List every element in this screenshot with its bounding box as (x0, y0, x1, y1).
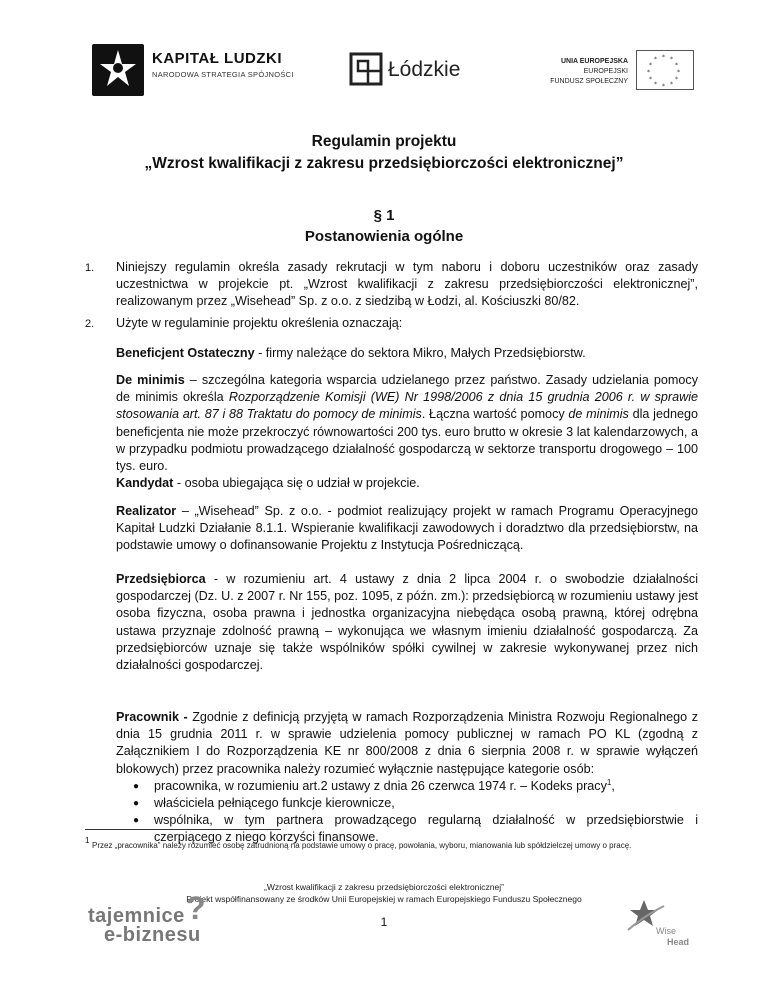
employee-category-list (116, 778, 698, 847)
svg-text:*: * (670, 81, 673, 88)
lodzkie-logo-text: Łódzkie (388, 58, 461, 81)
italic-term: de minimis (568, 407, 629, 422)
definition-de-minimis (116, 372, 698, 475)
regulation-citation: Rozporządzenie Komisji (WE) Nr 1998/2006 z dnia 15 grudnia 2006 r. w sprawie stosowania art. 87 i 88 Traktatu do pomocy de minimis (116, 390, 699, 422)
item-number-2: 2. (85, 318, 95, 330)
item-2-text: Użyte w regulaminie projektu określenia oznaczają: (116, 316, 403, 330)
section-number: § 1 (373, 207, 395, 224)
definition-text: dla jednego beneficjenta nie może przekroczyć równowartości 200 tys. euro brutto w okresie 3 lat kalendarzowych, a w przypadku podmiotu prowadzącego działalność gospodarczą w sektorze transportu drogowego – 100 tys. euro. (116, 407, 698, 474)
page-number: 1 (380, 915, 388, 929)
svg-text:*: * (649, 62, 652, 69)
section-title: Postanowienia ogólne (304, 228, 464, 245)
definition-text: – szczególna kategoria wsparcia udzielanego przez państwo. Zasady udzielania pomocy de minimis określa (116, 373, 698, 405)
item-1-text: Niniejszy regulamin określa zasady rekrutacji w tym naboru i doboru uczestników oraz zasady uczestnictwa w projekcie pt. „Wzrost kwalifikacji z zakresu przedsiębiorczości elektronicznej”, realizowanym przez „Wisehead” Sp. z o.o. z siedzibą w Łodzi, al. Kościuszki 80/82. (116, 260, 698, 309)
svg-text:*: * (649, 76, 652, 83)
eu-flag-icon (636, 50, 694, 90)
footnote-text: Przez „pracownika” należy rozumieć osobę zatrudnioną na podstawie umowy o pracę, powołania, wyboru, mianowania lub spółdzielczej umowy o pracę. (92, 841, 632, 850)
question-mark-icon: ? (186, 890, 206, 926)
term: Realizator (116, 504, 177, 518)
term: Kandydat (116, 476, 174, 490)
definition-realizator (116, 503, 698, 555)
project-title: „Wzrost kwalifikacji z zakresu przedsiębiorczości elektronicznej” (144, 155, 624, 172)
svg-text:*: * (654, 81, 657, 88)
definition-text: - osoba ubiegająca się o udział w projekcie. (173, 476, 420, 490)
eu-label-line1: UNIA EUROPEJSKA (560, 58, 628, 65)
definition-pracownik (116, 709, 698, 847)
tajemnice-logo-line2: e-biznesu (104, 924, 201, 946)
kapital-ludzki-title: KAPITAŁ LUDZKI (152, 50, 283, 67)
eu-label-line3: FUNDUSZ SPOŁECZNY (550, 78, 628, 85)
item-number-1: 1. (85, 262, 95, 274)
document-title: Regulamin projektu (311, 133, 457, 150)
kapital-ludzki-logo (92, 44, 144, 96)
footer-project-name: „Wzrost kwalifikacji z zakresu przedsiębiorczości elektronicznej” (264, 882, 504, 892)
definition-beneficjent (116, 345, 698, 362)
list-item-punct: , (611, 778, 615, 793)
wisehead-logo-text2: Head (667, 937, 690, 947)
svg-text:*: * (662, 83, 665, 89)
svg-text:*: * (677, 69, 680, 76)
svg-text:*: * (662, 54, 665, 61)
star-figure-icon (92, 44, 144, 96)
definition-text: – „Wisehead” Sp. z o.o. - podmiot realizujący projekt w ramach Programu Operacyjnego Kapitał Ludzki Działanie 8.1.1. Wspieranie kwalifikacji zawodowych i doradztwo dla przedsiębiorstw, na podstawie umowy o dofinansowanie Projektu z Instytucja Pośredniczącą. (116, 504, 698, 553)
svg-text:*: * (654, 56, 657, 63)
list-item (128, 778, 698, 795)
definition-text: . Łączna wartość pomocy (421, 407, 569, 422)
svg-text:*: * (647, 69, 650, 76)
eu-label-line2: EUROPEJSKI (583, 68, 628, 75)
list-item (128, 795, 698, 812)
list-item-text: wspólnika, w tym partnera prowadzącego regularną działalność w przedsiębiorstwie i czerpiącego z niego korzyści finansowe. (154, 813, 698, 845)
list-item-text: pracownika, w rozumieniu art.2 ustawy z dnia 26 czerwca 1974 r. – Kodeks pracy (154, 778, 607, 793)
term: Beneficjent Ostateczny (116, 346, 255, 360)
definition-przedsiebiorca (116, 571, 698, 674)
eu-label (520, 57, 628, 87)
footnote-mark: 1 (85, 836, 90, 845)
term: De minimis (116, 373, 185, 387)
wisehead-logo-text1: Wise (656, 926, 676, 936)
list-item-text: właściciela pełniącego funkcje kierownicze, (154, 796, 395, 811)
definition-text: - firmy należące do sektora Mikro, Małych Przedsiębiorstw. (254, 346, 586, 360)
definition-kandydat (116, 475, 698, 492)
svg-text:*: * (670, 56, 673, 63)
definition-text: - w rozumieniu art. 4 ustawy z dnia 2 lipca 2004 r. o swobodzie działalności gospodarczej (Dz. U. z 2007 r. Nr 155, poz. 1095, z późn. zm.): przedsiębiorcą w rozumieniu ustawy jest osoba fizyczna, osoba prawna i jednostka organizacyjna niebędąca osobą prawną, której odrębna ustawa przyznaje zdolność prawną – wykonująca we własnym imieniu działalność gospodarczą. Za przedsiębiorców uznaje się także wspólników spółki cywilnej w zakresie wykonywanej przez nich działalności gospodarczej. (116, 572, 698, 673)
svg-text:*: * (675, 62, 678, 69)
definition-text: Zgodnie z definicją przyjętą w ramach Rozporządzenia Ministra Rozwoju Regionalnego z dnia 15 grudnia 2011 r. w sprawie udzielenia pomocy publicznej w ramach PO KL (zgodną z Załącznikiem I do Rozporządzenia KE nr 800/2008 z dnia 6 sierpnia 2008 r. w sprawie wyłączeń blokowych) przez pracownika należy rozumieć wyłącznie następujące kategorie osób: (116, 710, 698, 776)
footnote-separator (85, 829, 281, 830)
term: Pracownik - (116, 710, 188, 724)
lodzkie-logo-icon (349, 52, 383, 86)
term: Przedsiębiorca (116, 572, 206, 586)
tajemnice-logo-line1: tajemnice (88, 905, 185, 927)
kapital-ludzki-subtitle: NARODOWA STRATEGIA SPÓJNOŚCI (152, 70, 294, 79)
svg-text:*: * (675, 76, 678, 83)
footnote-ref[interactable]: 1 (606, 777, 612, 787)
footer-cofinancing: Projekt współfinansowany ze środków Unii Europejskiej w ramach Europejskiego Funduszu Społecznego (186, 894, 582, 904)
